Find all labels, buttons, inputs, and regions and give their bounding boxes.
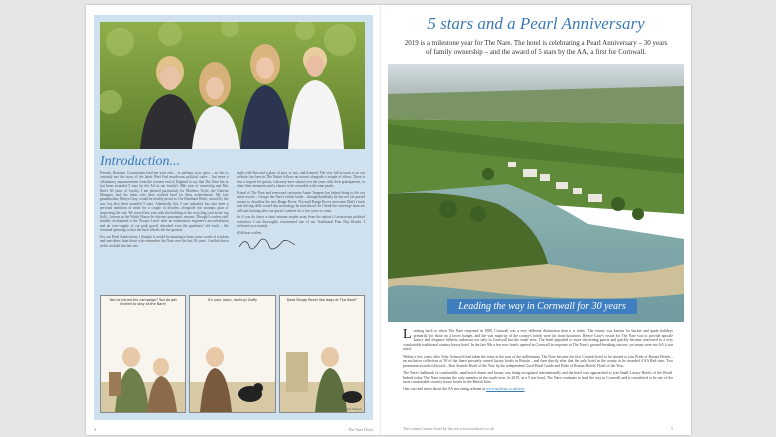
article-paragraph: One can read more about the AA star rating scheme at www.aa.theaa.co.uk/stars [403,387,525,392]
article-body [403,329,673,395]
footer-tagline: The country house hotel by the sea www.narehotel.co.uk [403,426,494,431]
footer-title: The Nare Hotel [348,427,373,432]
intro-paragraph: For our Pearl Anniversary I thought it would be amusing to hunt some words of wisdom and anecdotes from those who remember the Nare over the last 30 years. I settled down at the cocktail bar late one [100,235,229,248]
right-page [381,5,691,435]
left-footer [94,427,373,432]
article-banner: Leading the way in Cornwall for 30 years [447,299,637,314]
intro-column-2 [237,171,366,291]
drop-cap: L [403,327,412,342]
aerial-coast-photo [388,64,684,322]
page-number: 4 [94,427,96,432]
cartoon-strip [100,295,365,413]
intro-paragraph: night with Ken and a glass of port, or two, and listened. The very full account is on our website, but here in The Natter follows an extract alongside a couple of others. There is also a request for guests, who may have stayed over the years with their grandparents, to share their memories and a chance to be rewarded with some pearls. [236,171,365,189]
intro-paragraph: Friend of The Nare and renowned cartoonist Annie Tempest has helped bring to life our latest recruit – George the Nare's online butler – though thankfully he has not yet passed muster to chauffeur the new Range Rover. Not until Range Rover overcome Daffy's back seat driving skills would this technology be introduced. So I think the concierge team are still safe looking after our guests' comfort for a few years to come. [236,191,365,213]
cartoon-panel [100,295,186,413]
left-page [86,5,381,435]
article-paragraph: Within a few years after Toby Ashworth had taken the reins at the turn of the millennium, The Nare became the first Cornish hotel to be invited to join Pride of Britain Hotels – an exclusive collection of 50 of the finest privately owned luxury hotels in Britain – and then shortly after that the only hotel in the county to be awarded 4 AA Red stars. Two prominent awards followed – Best Seaside Hotel of the Year by the independent Good Hotel Guide and Pride of Britain Hotels' Hotel of the Year. [403,354,673,368]
cartoon-panel [189,295,275,413]
intro-paragraph: So if you do fancy a short autumn respite away from the nation's Coronavirus political extraction I can thoroughly recommend one of our Traditional Four Day Breaks. I welcome you warmly. [236,215,365,229]
intro-heading: Introduction... [100,154,180,169]
cartoon-caption: You've joined the campaign? You do get invited to stay at the Nare! [109,298,177,306]
article-paragraph: The Nare's hallmark of comfortable, unaffected charm and luxury was being recognised internationally and the hotel was approached to join Small Luxury Hotels of the World. Indeed today The Nare remains the only member in the south-west. In 2019, as a 5 star hotel, The Nare continues to lead the way in Cornwall and is considered to be one of the most comfortable country house hotels in the British Isles. [403,370,673,385]
cartoon-caption: It's your room, darling! Daffy [207,298,257,302]
intro-column-1 [100,171,229,291]
sign-off: With best wishes, [236,231,262,236]
article-title: 5 stars and a Pearl Anniversary [427,14,645,33]
cartoon-caption: Does Range Rover like dogs at The Nare? [286,298,357,302]
article-intro: 2019 is a milestone year for The Nare. The hotel is celebrating a Pearl Anniversary – 30 years of family ownership – and the award of 5 stars by the AA, a first for Cornwall. [404,39,668,56]
aa-star-link[interactable]: www.aa.theaa.co.uk/stars [485,387,525,392]
signature-image [237,238,297,250]
intro-panel [94,15,373,420]
cartoon-credit: Annie Tempest [343,407,362,411]
cartoon-panel [279,295,365,413]
intro-paragraph: Friends, Romans, Countrymen lend me your ears – or perhaps your specs – no this is certainly not the story of the latest West End murderous political satire – but more a celebratory announcement from the western end of England to say that The Nare has at last been awarded 5 stars by the AA in our family's 30th year of ownership and Mrs Bart's 60 years of loyalty. I am pleased particularly for Matthew Voyle, the General Manager, and his team who have worked hard for their achievement. My late grandmother, Bettye Gray, would be doubly proud as The Headland Hotel, owned by her son, has also been awarded 5 stars. Admittedly this 5 star malarkey has also been a personal ambition of mine for a couple of decades, alongside our strategic plan of improving the site. We started last year with the building of the recycling yard in the top field – known as the Watch House for obvious panoramic reasons. Though I confess staff initially nicknamed it the 'Escape Limit' after an enthusiastic engineer's miscalculation and an over-supply of car park gravel absorbed even the gardeners' old truck – the frontend spinning so that the back wheels left the ground. [100,171,229,233]
family-photo [100,22,365,149]
page-number: 5 [671,426,673,431]
article-paragraph: Looking back to when The Nare reopened in 1989, Cornwall was a very different destination than it is today. The county was known for bucket and spade holidays primarily for those on a lower budget, and the vast majority of the county's hotels were far from luxurious. Bettye Gray's vision for The Nare was to provide upscale luxury and elegance hitherto unknown not only in Cornwall but the south-west. The hotel appealed to more discerning guests and quickly became renowned as a very comfortable traditional country house hotel. In the late 90s a few new hotels opened in Cornwall in response to The Nare's ground-breaking success, yet many were not AA 4 star rated. [403,327,673,352]
intro-columns [100,171,365,291]
right-footer [403,426,673,431]
